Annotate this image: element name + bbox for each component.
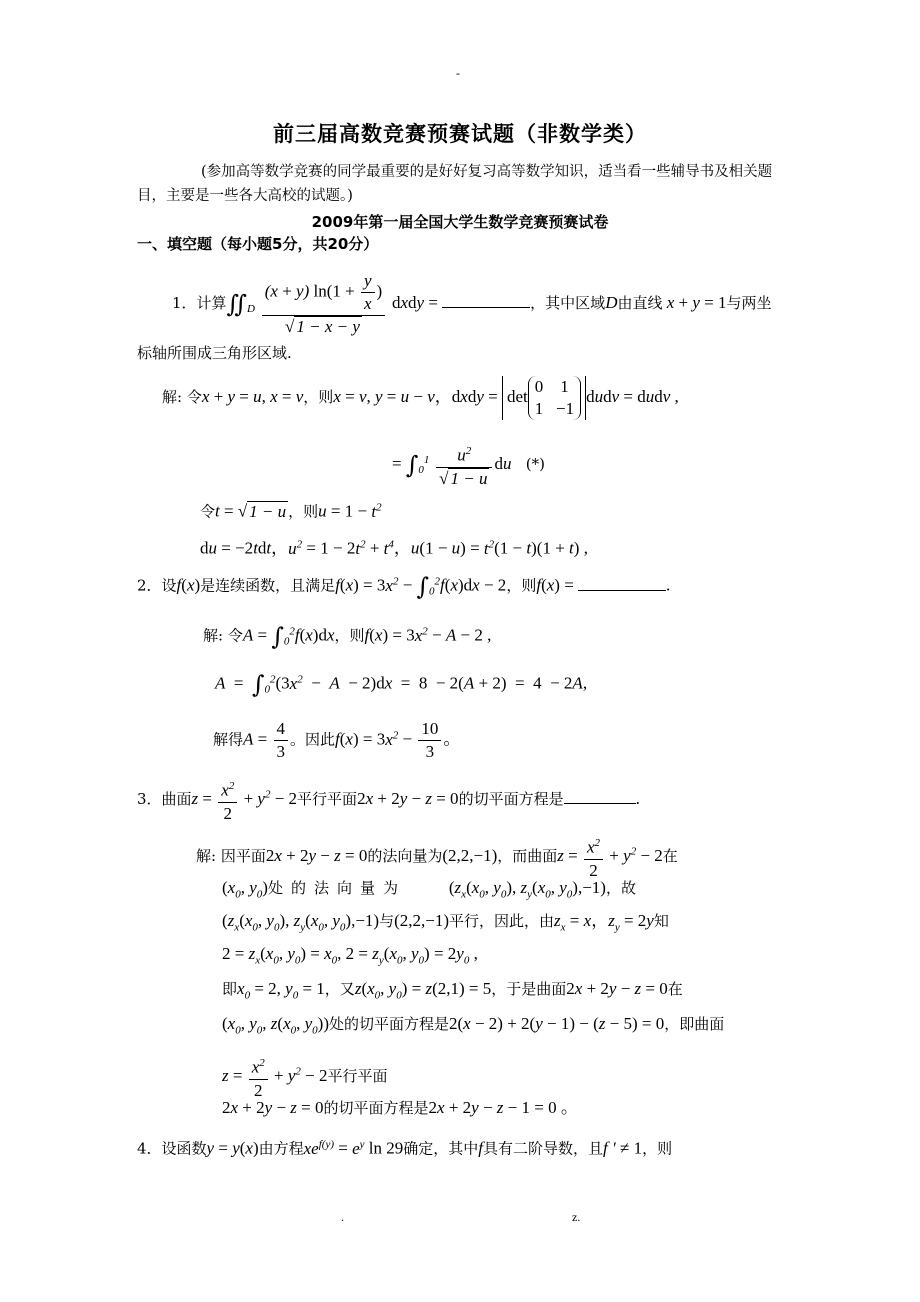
problem-1-cont: 标轴所围成三角形区域.: [137, 344, 292, 362]
solution-1-line-1: 解: 令x + y = u, x = v，则x = v, y = u − v，dxdy = det 0 1 1 −1 dudv = dudv ,: [162, 377, 679, 418]
solution-3-line-3: ($z_x(x_0$, $y_0$), $z_y(x_0$, $y_0),-1$)与(2,2,−1)平行，因此，由$z_x = x$，$z_y = 2y$知: [222, 911, 669, 934]
problem-1: 1．计算$∬_D$ (x + y) ln(1 + $\frac{y}{x}$ ) √ 1 − x − y dxdy = ，其中区域D由直线 x + y = 1与两坐: [172, 271, 772, 336]
footer-left-mark: .: [341, 1210, 344, 1224]
solution-3-line-8: 2x + 2y − z = 0的切平面方程是2x + 2y − z − 1 = 0 。: [222, 1098, 578, 1117]
solution-3-line-7: z = $\frac{x^2}{2}$ + $y^2 - 2$平行平面: [222, 1052, 388, 1102]
solution-3-line-4: $2 = z_x(x_0$, $y_0) = x_0$, $2 = z_y(x_0$, $y_0) = 2y_0$ ,: [222, 944, 478, 967]
exam-title: 2009年第一届全国大学生数学竞赛预赛试卷: [311, 213, 609, 231]
solution-2-line-3: 解得A = $\frac{4}{3}$ 。因此$f(x) = 3x^2$ − $\frac{10}{3}$ 。: [213, 719, 461, 761]
solution-3-line-6: ($x_0$, $y_0$, $z(x_0$, $y_0$))处的切平面方程是2(x − 2) + 2(y − 1) − (z − 5) = 0，即曲面: [222, 1014, 725, 1037]
document-title: 前三届高数竞赛预赛试题（非数学类）: [273, 122, 647, 146]
solution-1-line-3: 令t = √ 1 − u ，则$u = 1 - t^2$: [200, 501, 382, 521]
header-mark: -: [456, 66, 460, 80]
solution-1-line-2: = $\int_0^1$ $\frac{u^2}{√ 1 - u}$ du (*): [392, 440, 545, 490]
problem-4: 4．设函数y = y(x)由方程$xe^{f(y)} = e^y$ ln 29确定，其中f具有二阶导数，且f ′ ≠ 1，则: [137, 1138, 673, 1158]
footer-right-mark: z.: [572, 1210, 581, 1224]
problem-3: 3．曲面z = $\frac{x^2}{2}$ + $y^2 - 2$平行平面2x + 2y − z = 0的切平面方程是 .: [137, 775, 640, 825]
solution-3-line-2: ($x_0$, $y_0$)处的法向量为 ($z_x(x_0$, $y_0$), $z_y(x_0$, $y_0),-1$)，故: [222, 878, 636, 901]
solution-3-line-1: 解: 因平面2x + 2y − z = 0的法向量为(2,2,−1)，而曲面z = $\frac{x^2}{2}$ + $y^2 - 2$在: [196, 832, 678, 882]
solution-2-line-1: 解: 令$A = \int_0^2f(x)dx$，则$f(x) = 3x^2 - A - 2$ ,: [203, 622, 492, 651]
solution-2-line-2: $A = \int_0^2(3x^2 - A - 2)dx = 8 - 2(A + 2) = 4 - 2A$,: [215, 670, 588, 699]
section-title: 一、填空题（每小题5分，共20分）: [137, 235, 379, 253]
problem-2: 2．设f(x)是连续函数，且满足$f(x) = 3x^2 - \int_0^2f(x)dx - 2$，则f(x) = .: [137, 572, 671, 601]
intro-paragraph: (参加高等数学竞赛的同学最重要的是好好复习高等数学知识，适当看一些辅导书及相关题目，主要是一些各大高校的试题。): [137, 164, 773, 204]
solution-1-line-4: du = −2tdt，$u^2 = 1 - 2t^2 + t^4$，$u(1 - u) = t^2(1 - t)(1 + t)$ ,: [200, 538, 588, 558]
solution-3-line-5: 即$x_0 = 2$, $y_0 = 1$，又$z(x_0$, $y_0) = z(2,1) = 5$，于是曲面2x + 2y − z = 0在: [222, 979, 683, 1002]
